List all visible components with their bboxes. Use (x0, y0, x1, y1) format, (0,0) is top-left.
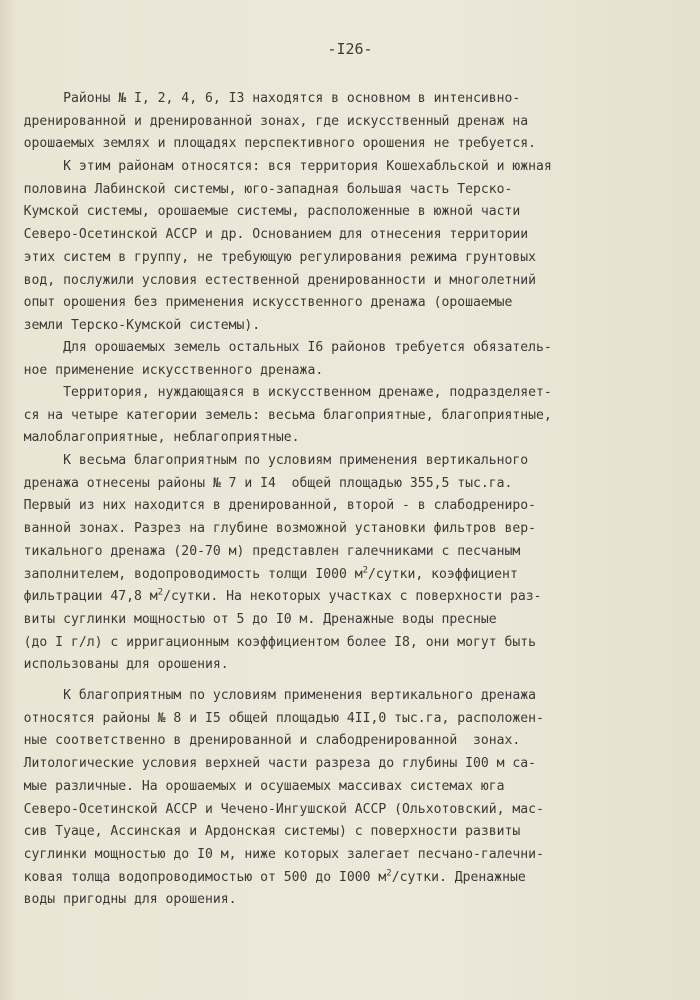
superscript-2: 2 (386, 868, 392, 879)
paragraph-5-part-3: /сутки. На некоторых участках с поверхности раз- виты суглинки мощностью от 5 до I0 м. Дренажные воды пресные (до I г/л) с ирригационным коэффициентом более I8, они могут быть использованы для орошения. (23, 589, 542, 673)
superscript-2: 2 (362, 565, 369, 576)
paragraph-1: Районы № I, 2, 4, 6, I3 находятся в основном в интенсивно- дренированной и дренированной зонах, где искусственный дренаж на орошаемых землях и площадях перспективного орошения не требуется. (23, 91, 537, 152)
paragraph-5-part-2: /сутки, коэффициент фильтрации 47,8 м (23, 566, 518, 605)
paragraph-4: Территория, нуждающаяся в искусственном дренаже, подразделяет- ся на четыре категории земель: весьма благоприятные, благоприятные, малоблагоприятные, неблагоприятные. (23, 385, 552, 446)
page-number: -I26- (327, 40, 373, 58)
paragraph-6 (0, 685, 700, 912)
paragraph-5 (0, 450, 700, 677)
paragraph-2: К этим районам относятся: вся территория Кошехабльской и южная половина Лабинской системы, юго-западная большая часть Терско- Кумской системы, орошаемые системы, расположенные в южной части Северо-Осетинской АССР и др. Основанием для отнесения территории этих систем в группу, не требующую регулирования режима грунтовых вод, послужили условия естественной дренированности и многолетний опыт орошения без применения искусственного дренажа (орошаемые земли Терско-Кумской системы). (23, 159, 552, 333)
paragraph-6-part-1: К благоприятным по условиям применения вертикального дренажа относятся районы № 8 и I5 общей площадью 4II,0 тыс.га, расположен- ные соответственно в дренированной и слабодренированной зонах. Литологические условия верхней части разреза до глубины I00 м са- мые различные. На орошаемых и осушаемых массивах системах юга Северо-Осетинской АССР и Чечено-Ингушской АССР (Ольхотовский, мас- сив Туаце, Ассинская и Ардонская системы) с поверхности развиты суглинки мощностью до I0 м, ниже которых залегает песчано-галечни- ковая толща водопроводимостью от 500 до I000 м (23, 688, 544, 885)
paragraph-5-part-1: К весьма благоприятным по условиям применения вертикального дренажа отнесены районы № 7 и I4 общей площадью 355,5 тыс.га. Первый из них находится в дренированной, второй - в слабодрениро- ванной зонах. Разрез на глубине возможной установки фильтров вер- тикального дренажа (20-70 м) представлен галечниками с песчаным заполнителем, водопроводимость толщи I000 м (23, 453, 537, 582)
superscript-2: 2 (157, 587, 164, 598)
paragraph-6-part-2: /сутки. Дренажные воды пригодны для орошения. (23, 869, 526, 908)
paragraph-3: Для орошаемых земель остальных I6 районов требуется обязатель- ное применение искусственного дренажа. (23, 340, 552, 378)
